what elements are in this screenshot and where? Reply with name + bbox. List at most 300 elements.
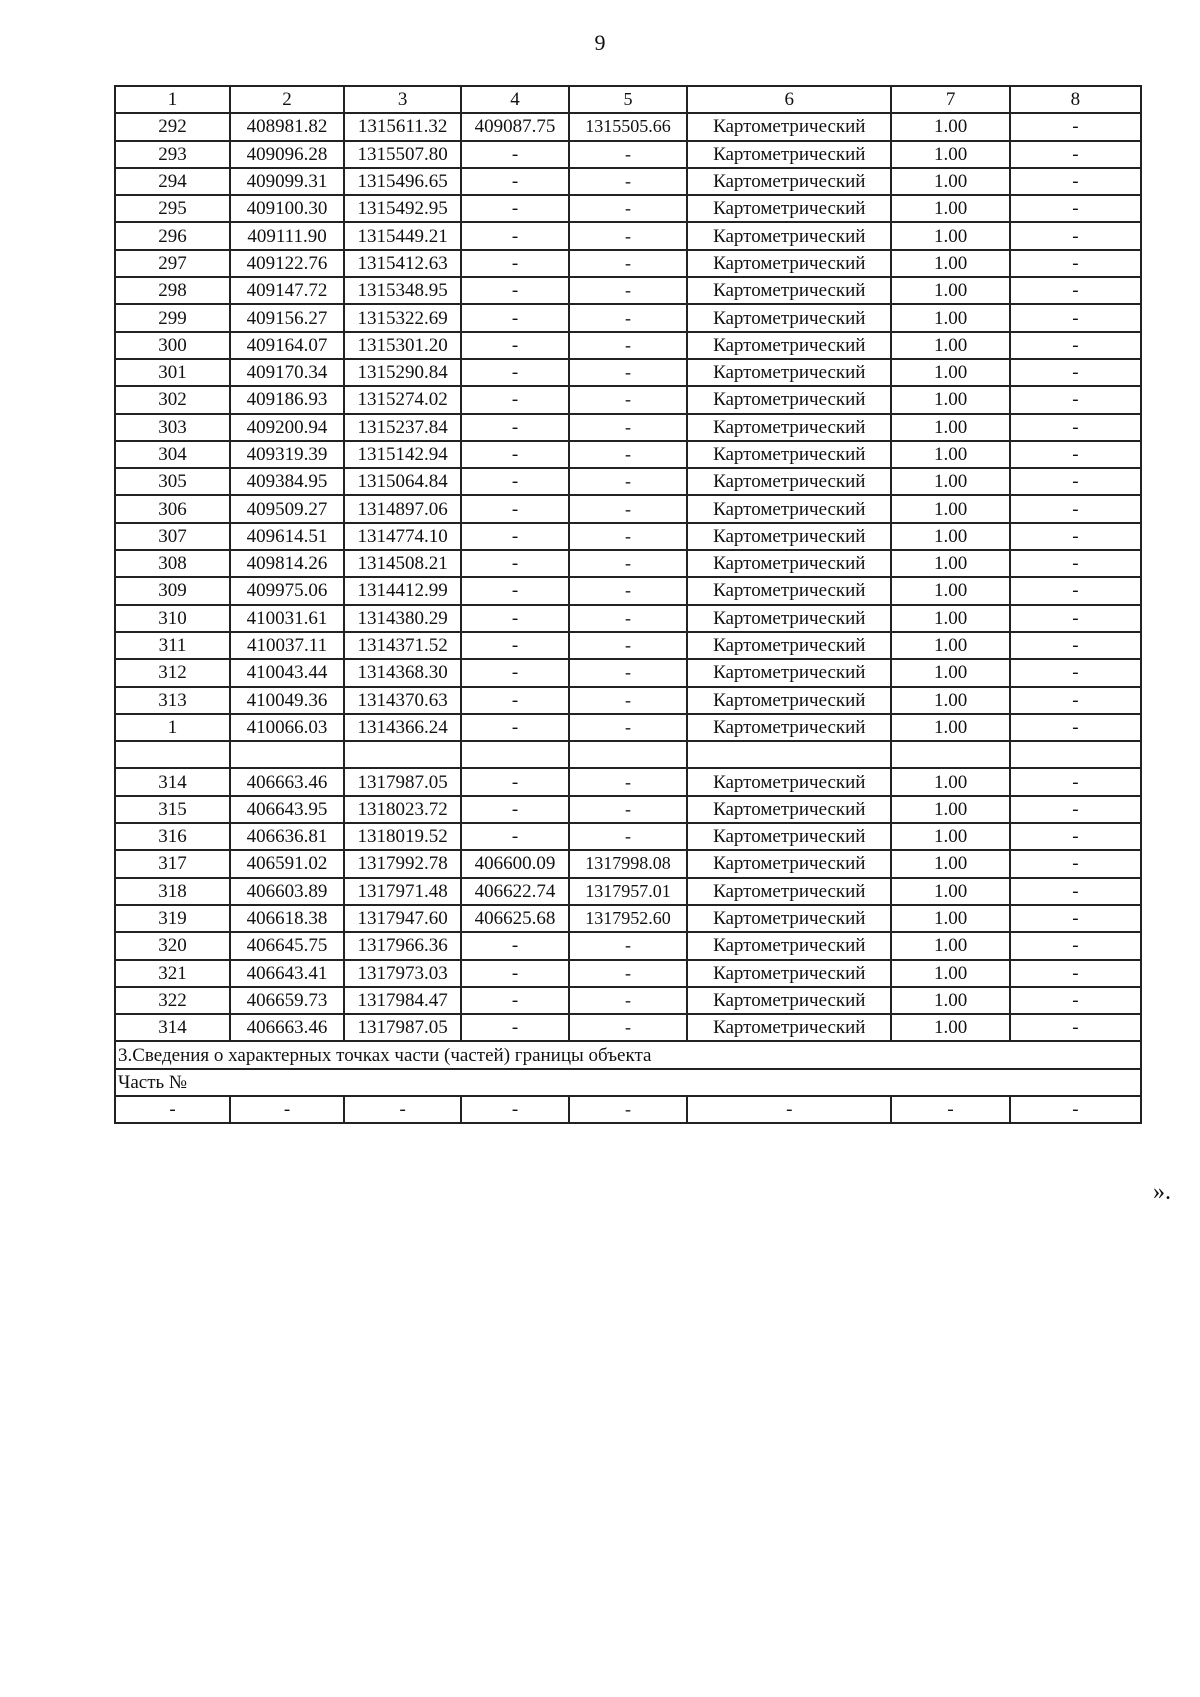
table-cell-col1: 308 [115, 550, 230, 577]
table-cell-col2: 410043.44 [230, 659, 344, 686]
table-cell-col6: Картометрический [687, 523, 891, 550]
table-cell-col2: 406618.38 [230, 905, 344, 932]
table-cell-col5: 5 [569, 86, 687, 113]
table-cell-col2: 409186.93 [230, 386, 344, 413]
table-cell-col3: 1315492.95 [344, 195, 461, 222]
table-cell-col8: - [1010, 687, 1141, 714]
table-cell-col7: 1.00 [891, 687, 1009, 714]
table-cell-col6: Картометрический [687, 878, 891, 905]
table-cell-col4: - [461, 250, 569, 277]
table-row [115, 386, 1141, 413]
table-cell-col2: 409614.51 [230, 523, 344, 550]
table-cell-col3: 1315507.80 [344, 141, 461, 168]
table-row [115, 550, 1141, 577]
table-cell-col7: 1.00 [891, 605, 1009, 632]
table-cell-col8: - [1010, 823, 1141, 850]
table-cell-col4: 409087.75 [461, 113, 569, 140]
table-cell-col3: 1315064.84 [344, 468, 461, 495]
table-cell-col8: - [1010, 441, 1141, 468]
table-cell-col8: - [1010, 495, 1141, 522]
empty-separator-row [115, 741, 1141, 768]
table-row [115, 932, 1141, 959]
table-cell-col8: - [1010, 550, 1141, 577]
table-cell-col2: 409200.94 [230, 414, 344, 441]
table-row [115, 768, 1141, 795]
table-cell-col7: 1.00 [891, 987, 1009, 1014]
table-cell-col5: - [569, 577, 687, 604]
table-cell-col4: - [461, 332, 569, 359]
table-cell-col1: 1 [115, 86, 230, 113]
table-cell-col8: - [1010, 523, 1141, 550]
table-cell-col7: 1.00 [891, 168, 1009, 195]
table-cell-col5: - [569, 687, 687, 714]
table-cell-col3: 1317984.47 [344, 987, 461, 1014]
table-cell-col5: - [569, 714, 687, 741]
table-row [115, 468, 1141, 495]
table-cell-col3: 1314897.06 [344, 495, 461, 522]
table-cell-col1: 298 [115, 277, 230, 304]
table-cell-col1: 294 [115, 168, 230, 195]
table-cell-col1: - [115, 1096, 230, 1123]
table-cell-col6 [687, 741, 891, 768]
table-cell-col2: 406659.73 [230, 987, 344, 1014]
table-cell-col5: - [569, 1014, 687, 1041]
table-cell-col5: - [569, 932, 687, 959]
table-cell-col7: 1.00 [891, 714, 1009, 741]
table-cell-col1: 322 [115, 987, 230, 1014]
table-row [115, 577, 1141, 604]
table-cell-col7: 1.00 [891, 878, 1009, 905]
table-row [115, 714, 1141, 741]
table-cell-col8: - [1010, 987, 1141, 1014]
header-row [115, 86, 1141, 113]
table-cell-col6: Картометрический [687, 250, 891, 277]
table-cell-col6: Картометрический [687, 796, 891, 823]
table-cell-col1: 310 [115, 605, 230, 632]
table-cell-col6: Картометрический [687, 141, 891, 168]
table-cell-col3 [344, 741, 461, 768]
table-cell-col3: 1314370.63 [344, 687, 461, 714]
table-cell-col6: Картометрический [687, 823, 891, 850]
table-cell-col7: 1.00 [891, 796, 1009, 823]
table-cell-col6: Картометрический [687, 414, 891, 441]
table-cell-col8 [1010, 741, 1141, 768]
table-cell-col5: - [569, 659, 687, 686]
table-cell-col7: 1.00 [891, 304, 1009, 331]
table-cell-col5: - [569, 987, 687, 1014]
table-cell-col7: 1.00 [891, 441, 1009, 468]
table-cell-col1: 317 [115, 850, 230, 877]
table-cell-col1: 316 [115, 823, 230, 850]
table-cell-col5: - [569, 359, 687, 386]
table-row [115, 277, 1141, 304]
table-row [115, 1014, 1141, 1041]
table-cell-col2: 409096.28 [230, 141, 344, 168]
table-cell-col7: 1.00 [891, 577, 1009, 604]
table-row [115, 441, 1141, 468]
table-cell-col1: 307 [115, 523, 230, 550]
table-cell-col1: 320 [115, 932, 230, 959]
table-cell-col1: 296 [115, 222, 230, 249]
table-cell-col8: - [1010, 141, 1141, 168]
table-cell-col6: Картометрический [687, 714, 891, 741]
table-cell-col5: - [569, 550, 687, 577]
table-cell-col2: 409147.72 [230, 277, 344, 304]
table-cell-col7: 1.00 [891, 468, 1009, 495]
table-cell-col6: Картометрический [687, 113, 891, 140]
table-row [115, 960, 1141, 987]
table-cell-col1: 314 [115, 1014, 230, 1041]
table-cell-col6: Картометрический [687, 687, 891, 714]
table-cell-col1: 1 [115, 714, 230, 741]
table-cell-col2: 410037.11 [230, 632, 344, 659]
table-cell-col4: - [461, 141, 569, 168]
table-cell-col6: Картометрический [687, 905, 891, 932]
table-cell-col3: 1317966.36 [344, 932, 461, 959]
table-cell-col2: 406643.95 [230, 796, 344, 823]
empty-values-row [115, 1096, 1141, 1123]
table-cell-col6: Картометрический [687, 632, 891, 659]
table-cell-col2: 406591.02 [230, 850, 344, 877]
table-cell-col7: 1.00 [891, 659, 1009, 686]
table-cell-col1: 299 [115, 304, 230, 331]
table-cell-col4: - [461, 277, 569, 304]
part-label-row-text: Часть № [115, 1069, 1141, 1096]
table-cell-col2: 409156.27 [230, 304, 344, 331]
table-cell-col1: 292 [115, 113, 230, 140]
table-cell-col4: - [461, 468, 569, 495]
table-cell-col4: - [461, 796, 569, 823]
table-cell-col4: 406622.74 [461, 878, 569, 905]
table-cell-col4: - [461, 577, 569, 604]
table-cell-col5: - [569, 823, 687, 850]
table-body [115, 86, 1141, 1123]
table-cell-col7: 1.00 [891, 141, 1009, 168]
table-cell-col3: 1314774.10 [344, 523, 461, 550]
table-cell-col7: 1.00 [891, 768, 1009, 795]
table-cell-col3: 1315496.65 [344, 168, 461, 195]
section3-title-row [115, 1041, 1141, 1068]
table-cell-col1: 306 [115, 495, 230, 522]
table-cell-col4: - [461, 304, 569, 331]
table-cell-col1: 297 [115, 250, 230, 277]
table-cell-col8: - [1010, 632, 1141, 659]
table-cell-col3: 1314508.21 [344, 550, 461, 577]
table-cell-col2: 2 [230, 86, 344, 113]
table-cell-col6: Картометрический [687, 359, 891, 386]
table-cell-col7: 1.00 [891, 905, 1009, 932]
table-cell-col3: 1317971.48 [344, 878, 461, 905]
table-cell-col8: - [1010, 414, 1141, 441]
table-cell-col6: Картометрический [687, 768, 891, 795]
table-cell-col5: - [569, 332, 687, 359]
table-cell-col6: Картометрический [687, 332, 891, 359]
table-row [115, 250, 1141, 277]
table-cell-col1: 301 [115, 359, 230, 386]
table-cell-col4: - [461, 1014, 569, 1041]
table-cell-col6: Картометрический [687, 987, 891, 1014]
table-cell-col8: - [1010, 1014, 1141, 1041]
table-cell-col4: - [461, 605, 569, 632]
table-cell-col4: - [461, 195, 569, 222]
table-row [115, 523, 1141, 550]
table-cell-col8: - [1010, 1096, 1141, 1123]
table-cell-col7: 1.00 [891, 195, 1009, 222]
table-cell-col1: 304 [115, 441, 230, 468]
table-cell-col2: 409814.26 [230, 550, 344, 577]
table-cell-col3: 1315348.95 [344, 277, 461, 304]
table-cell-col5: - [569, 195, 687, 222]
table-cell-col3: 3 [344, 86, 461, 113]
table-cell-col3: 1317987.05 [344, 1014, 461, 1041]
table-row [115, 222, 1141, 249]
table-cell-col7: 1.00 [891, 250, 1009, 277]
table-cell-col8: - [1010, 932, 1141, 959]
table-row [115, 113, 1141, 140]
table-cell-col6: Картометрический [687, 932, 891, 959]
table-cell-col2: 409170.34 [230, 359, 344, 386]
table-cell-col3: 1318023.72 [344, 796, 461, 823]
table-cell-col2: 409100.30 [230, 195, 344, 222]
table-cell-col3: - [344, 1096, 461, 1123]
table-cell-col8: - [1010, 250, 1141, 277]
table-cell-col1: 315 [115, 796, 230, 823]
table-cell-col1: 313 [115, 687, 230, 714]
table-cell-col2: 409384.95 [230, 468, 344, 495]
table-cell-col7: 1.00 [891, 523, 1009, 550]
table-cell-col7: 1.00 [891, 386, 1009, 413]
table-cell-col2: 409319.39 [230, 441, 344, 468]
table-cell-col5: - [569, 468, 687, 495]
table-cell-col6: Картометрический [687, 277, 891, 304]
table-cell-col4: - [461, 523, 569, 550]
table-cell-col8: - [1010, 168, 1141, 195]
table-row [115, 195, 1141, 222]
table-cell-col8: - [1010, 332, 1141, 359]
part-label-row [115, 1069, 1141, 1096]
table-cell-col8: - [1010, 605, 1141, 632]
table-cell-col5 [569, 741, 687, 768]
table-cell-col3: 1314412.99 [344, 577, 461, 604]
table-cell-col1: 319 [115, 905, 230, 932]
table-cell-col5: - [569, 960, 687, 987]
table-cell-col5: 1317998.08 [569, 850, 687, 877]
table-cell-col6: Картометрический [687, 960, 891, 987]
table-cell-col3: 1314368.30 [344, 659, 461, 686]
table-cell-col4: - [461, 687, 569, 714]
table-cell-col8: - [1010, 359, 1141, 386]
table-cell-col3: 1315274.02 [344, 386, 461, 413]
table-row [115, 987, 1141, 1014]
table-cell-col1: 318 [115, 878, 230, 905]
closing-mark: ». [1153, 1179, 1171, 1205]
table-cell-col4: - [461, 823, 569, 850]
table-cell-col8: - [1010, 960, 1141, 987]
table-cell-col1: 321 [115, 960, 230, 987]
table-row [115, 332, 1141, 359]
table-cell-col2: 406603.89 [230, 878, 344, 905]
table-cell-col3: 1315449.21 [344, 222, 461, 249]
table-cell-col4 [461, 741, 569, 768]
table-cell-col6: Картометрический [687, 468, 891, 495]
table-cell-col4: - [461, 768, 569, 795]
table-cell-col8: - [1010, 768, 1141, 795]
table-cell-col6: Картометрический [687, 577, 891, 604]
table-cell-col1: 295 [115, 195, 230, 222]
table-cell-col1 [115, 741, 230, 768]
table-cell-col2 [230, 741, 344, 768]
table-cell-col3: 1317992.78 [344, 850, 461, 877]
table-cell-col1: 309 [115, 577, 230, 604]
table-cell-col5: - [569, 304, 687, 331]
table-cell-col7: 1.00 [891, 1014, 1009, 1041]
table-cell-col4: - [461, 168, 569, 195]
table-cell-col5: - [569, 605, 687, 632]
table-row [115, 659, 1141, 686]
table-cell-col5: - [569, 768, 687, 795]
table-cell-col2: 406663.46 [230, 1014, 344, 1041]
table-cell-col4: - [461, 414, 569, 441]
table-cell-col2: 406663.46 [230, 768, 344, 795]
table-row [115, 605, 1141, 632]
page-number: 9 [594, 30, 606, 55]
table-cell-col8: - [1010, 386, 1141, 413]
coordinates-table [114, 85, 1142, 1124]
table-cell-col4: - [461, 987, 569, 1014]
table-cell-col7: 7 [891, 86, 1009, 113]
table-cell-col6: Картометрический [687, 1014, 891, 1041]
table-cell-col3: 1317973.03 [344, 960, 461, 987]
table-row [115, 141, 1141, 168]
table-cell-col3: 1314371.52 [344, 632, 461, 659]
table-cell-col5: 1317952.60 [569, 905, 687, 932]
table-cell-col8: - [1010, 222, 1141, 249]
table-cell-col1: 303 [115, 414, 230, 441]
table-cell-col5: - [569, 277, 687, 304]
table-cell-col4: - [461, 1096, 569, 1123]
table-cell-col7: 1.00 [891, 359, 1009, 386]
table-cell-col2: 409975.06 [230, 577, 344, 604]
table-row [115, 414, 1141, 441]
table-cell-col6: Картометрический [687, 168, 891, 195]
table-cell-col6: - [687, 1096, 891, 1123]
table-cell-col1: 312 [115, 659, 230, 686]
table-row [115, 304, 1141, 331]
table-cell-col7: 1.00 [891, 113, 1009, 140]
table-cell-col4: - [461, 714, 569, 741]
table-cell-col4: - [461, 960, 569, 987]
table-cell-col3: 1315142.94 [344, 441, 461, 468]
table-cell-col7: 1.00 [891, 850, 1009, 877]
table-cell-col5: - [569, 414, 687, 441]
table-cell-col8: 8 [1010, 86, 1141, 113]
table-cell-col5: - [569, 250, 687, 277]
table-row [115, 850, 1141, 877]
table-cell-col6: Картометрический [687, 495, 891, 522]
table-cell-col5: 1317957.01 [569, 878, 687, 905]
table-row [115, 823, 1141, 850]
table-cell-col7: 1.00 [891, 277, 1009, 304]
table-cell-col1: 300 [115, 332, 230, 359]
table-cell-col3: 1315290.84 [344, 359, 461, 386]
table-cell-col1: 314 [115, 768, 230, 795]
table-cell-col5: - [569, 523, 687, 550]
table-cell-col4: - [461, 386, 569, 413]
table-cell-col7: 1.00 [891, 632, 1009, 659]
table-cell-col3: 1317947.60 [344, 905, 461, 932]
table-row [115, 878, 1141, 905]
table-cell-col7: 1.00 [891, 222, 1009, 249]
table-cell-col8: - [1010, 304, 1141, 331]
table-cell-col5: - [569, 441, 687, 468]
table-row [115, 168, 1141, 195]
table-cell-col5: - [569, 168, 687, 195]
table-cell-col4: 406600.09 [461, 850, 569, 877]
table-cell-col5: - [569, 141, 687, 168]
table-cell-col7 [891, 741, 1009, 768]
table-cell-col8: - [1010, 714, 1141, 741]
table-cell-col4: - [461, 222, 569, 249]
section3-title-row-text: 3.Сведения о характерных точках части (частей) границы объекта [115, 1041, 1141, 1068]
table-cell-col4: - [461, 441, 569, 468]
table-cell-col2: 408981.82 [230, 113, 344, 140]
table-cell-col4: - [461, 632, 569, 659]
table-cell-col3: 1318019.52 [344, 823, 461, 850]
table-cell-col6: Картометрический [687, 550, 891, 577]
table-row [115, 905, 1141, 932]
table-cell-col2: 409111.90 [230, 222, 344, 249]
table-cell-col4: - [461, 359, 569, 386]
table-cell-col5: - [569, 632, 687, 659]
table-cell-col1: 293 [115, 141, 230, 168]
table-cell-col6: Картометрический [687, 441, 891, 468]
table-row [115, 632, 1141, 659]
table-cell-col2: 410049.36 [230, 687, 344, 714]
table-cell-col3: 1315322.69 [344, 304, 461, 331]
table-cell-col7: 1.00 [891, 823, 1009, 850]
table-cell-col2: 406636.81 [230, 823, 344, 850]
table-cell-col6: Картометрический [687, 659, 891, 686]
table-cell-col8: - [1010, 577, 1141, 604]
table-cell-col8: - [1010, 195, 1141, 222]
table-cell-col8: - [1010, 113, 1141, 140]
table-row [115, 359, 1141, 386]
table-cell-col4: - [461, 659, 569, 686]
table-cell-col6: 6 [687, 86, 891, 113]
table-cell-col3: 1314380.29 [344, 605, 461, 632]
table-cell-col4: - [461, 932, 569, 959]
table-cell-col3: 1315611.32 [344, 113, 461, 140]
table-cell-col5: - [569, 222, 687, 249]
table-cell-col4: 4 [461, 86, 569, 113]
table-cell-col2: 406645.75 [230, 932, 344, 959]
table-cell-col2: 410031.61 [230, 605, 344, 632]
table-cell-col4: 406625.68 [461, 905, 569, 932]
table-cell-col3: 1315237.84 [344, 414, 461, 441]
table-cell-col8: - [1010, 659, 1141, 686]
table-cell-col6: Картометрический [687, 386, 891, 413]
table-cell-col6: Картометрический [687, 222, 891, 249]
table-cell-col8: - [1010, 468, 1141, 495]
table-cell-col7: 1.00 [891, 332, 1009, 359]
table-cell-col7: 1.00 [891, 414, 1009, 441]
table-cell-col1: 311 [115, 632, 230, 659]
table-cell-col4: - [461, 495, 569, 522]
table-cell-col2: 409164.07 [230, 332, 344, 359]
table-cell-col5: 1315505.66 [569, 113, 687, 140]
table-cell-col1: 302 [115, 386, 230, 413]
table-cell-col8: - [1010, 796, 1141, 823]
